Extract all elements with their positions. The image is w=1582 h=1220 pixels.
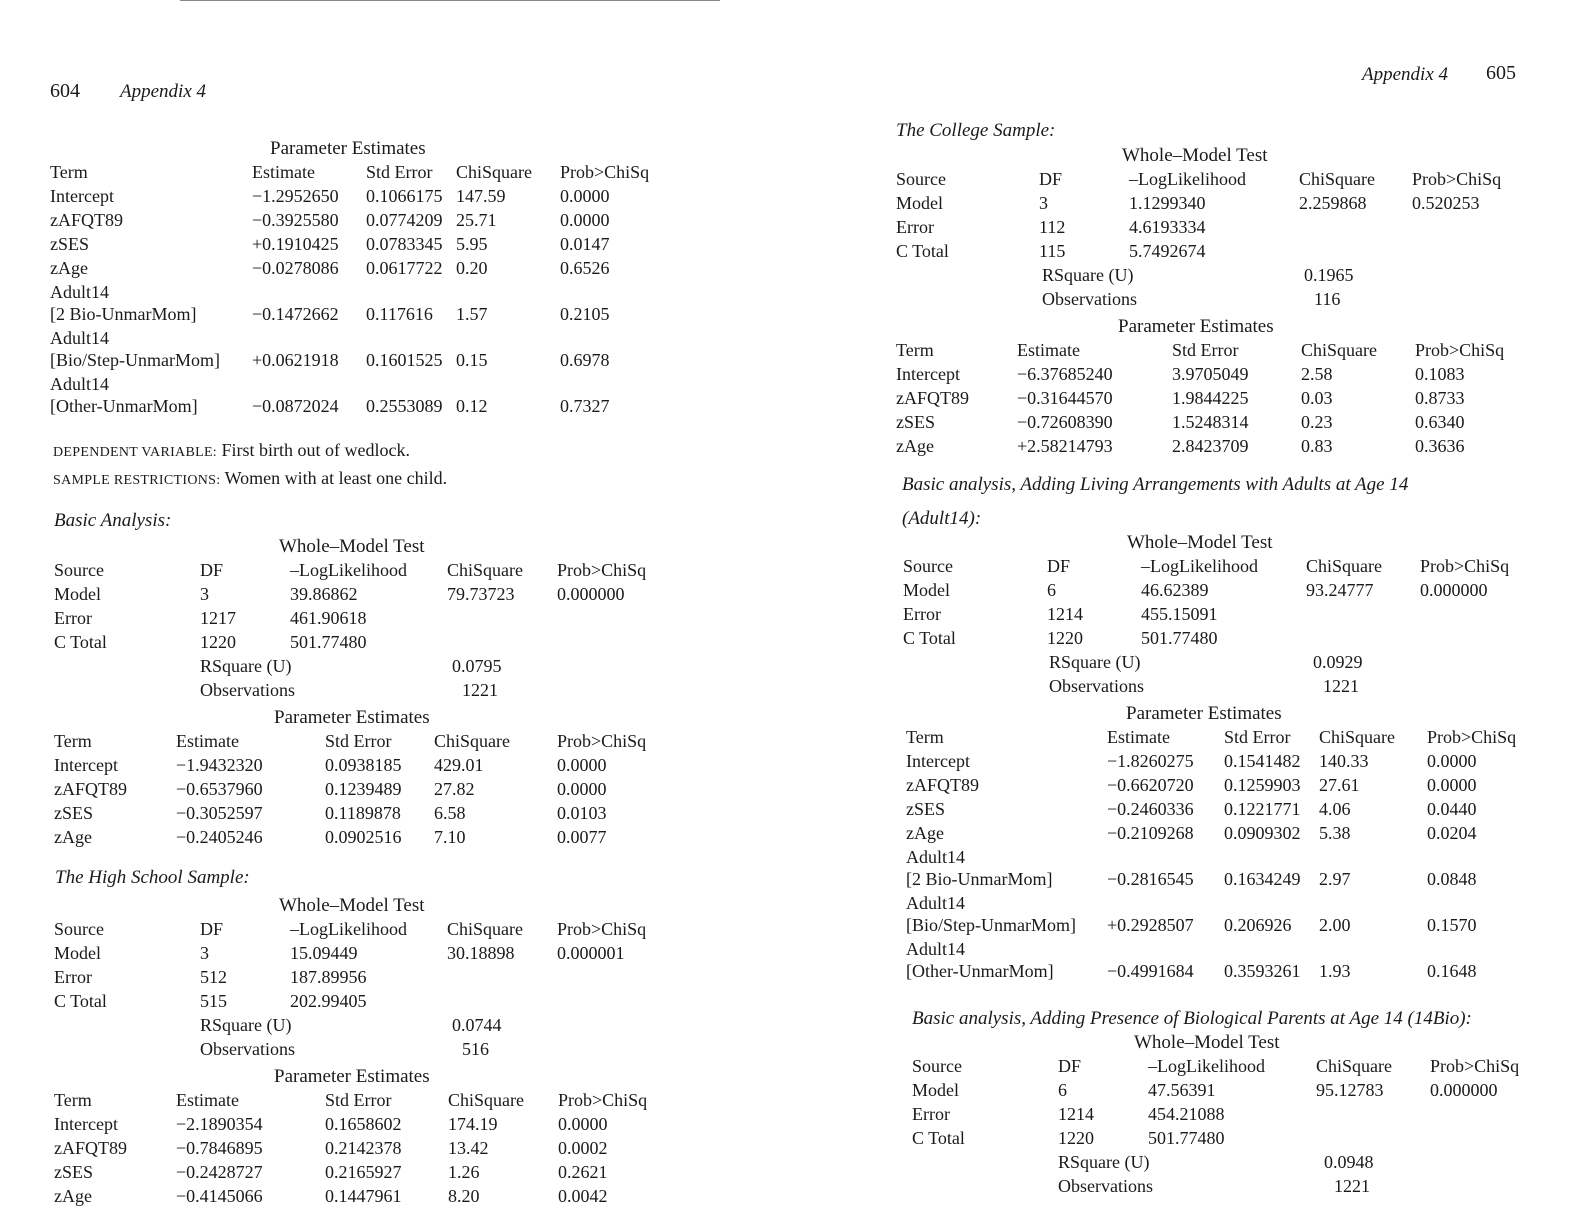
table-cell: 0.1066175 — [366, 186, 443, 206]
row-label: zAge — [50, 258, 88, 278]
table-cell: −0.2428727 — [176, 1162, 263, 1182]
table-title: Parameter Estimates — [274, 1066, 430, 1087]
table-cell: 1.1299340 — [1129, 193, 1206, 213]
row-label: zAFQT89 — [54, 779, 127, 799]
table-title: Whole–Model Test — [279, 536, 425, 557]
table-cell: 0.3593261 — [1224, 961, 1301, 981]
section-title-adult14-line2: (Adult14): — [902, 508, 982, 529]
table-cell: 46.62389 — [1141, 580, 1209, 600]
dependent-variable-note — [53, 440, 410, 461]
table-cell: 0.20 — [456, 258, 488, 278]
row-label: zAFQT89 — [906, 775, 979, 795]
column-header: DF — [200, 919, 224, 939]
column-header: Std Error — [325, 731, 392, 751]
running-head: Appendix 4 — [120, 81, 207, 102]
table-cell: 115 — [1039, 241, 1066, 261]
observations-label: Observations — [200, 1039, 295, 1059]
table-cell: 0.0002 — [558, 1138, 608, 1158]
table-cell: 0.0103 — [557, 803, 607, 823]
table-cell: −0.3925580 — [252, 210, 339, 230]
row-label: Model — [912, 1080, 959, 1100]
table-cell: 501.77480 — [1141, 628, 1218, 648]
table-cell: 112 — [1039, 217, 1066, 237]
table-cell: 0.206926 — [1224, 915, 1292, 935]
table-cell: 0.1447961 — [325, 1186, 402, 1206]
page-number: 604 — [50, 80, 80, 102]
column-header: Term — [50, 162, 88, 182]
table-cell: 0.0000 — [560, 186, 610, 206]
table-cell: 0.2105 — [560, 304, 610, 324]
column-header: Source — [903, 556, 953, 576]
table-cell: 15.09449 — [290, 943, 358, 963]
row-label: zSES — [50, 234, 90, 254]
row-label: Error — [903, 604, 941, 624]
row-label: Error — [912, 1104, 950, 1124]
row-label: zAge — [896, 436, 934, 456]
row-label: Adult14 — [906, 847, 966, 867]
table-cell: 140.33 — [1319, 751, 1369, 771]
table-cell: −0.1472662 — [252, 304, 339, 324]
table-cell: 8.20 — [448, 1186, 480, 1206]
table-cell: 1.5248314 — [1172, 412, 1249, 432]
table-cell: 4.6193334 — [1129, 217, 1206, 237]
table-cell: 202.99405 — [290, 991, 367, 1011]
table-cell: 27.82 — [434, 779, 475, 799]
row-label: zAFQT89 — [54, 1138, 127, 1158]
table-cell: 0.0774209 — [366, 210, 443, 230]
table-cell: 0.117616 — [366, 304, 433, 324]
row-label: zAFQT89 — [896, 388, 969, 408]
table-cell: 0.12 — [456, 396, 488, 416]
observations-label: Observations — [1058, 1176, 1153, 1196]
column-header: ChiSquare — [1299, 169, 1375, 189]
row-label: [2 Bio-UnmarMom] — [50, 304, 197, 324]
row-label: [Bio/Step-UnmarMom] — [50, 350, 220, 370]
row-label: [Other-UnmarMom] — [50, 396, 198, 416]
column-header: Prob>ChiSq — [1430, 1056, 1520, 1076]
table-cell: 0.1570 — [1427, 915, 1477, 935]
column-header: Term — [54, 1090, 92, 1110]
table-cell: 1.57 — [456, 304, 488, 324]
column-header: Estimate — [176, 731, 239, 751]
table-cell: 1.93 — [1319, 961, 1351, 981]
table-cell: 515 — [200, 991, 227, 1011]
row-label: Error — [54, 608, 92, 628]
table-cell: 1217 — [200, 608, 236, 628]
row-label: Intercept — [906, 751, 970, 771]
column-header: –LogLikelihood — [1148, 1056, 1265, 1076]
column-header: DF — [200, 560, 224, 580]
table-cell: 6 — [1058, 1080, 1067, 1100]
row-label: zSES — [896, 412, 936, 432]
column-header: ChiSquare — [456, 162, 532, 182]
row-label: C Total — [896, 241, 949, 261]
table-cell: 0.6978 — [560, 350, 610, 370]
rsquare-value: 0.0948 — [1324, 1152, 1374, 1172]
section-title-college-sample: The College Sample: — [896, 120, 1056, 141]
column-header: Prob>ChiSq — [557, 919, 647, 939]
table-cell: 5.95 — [456, 234, 488, 254]
column-header: –LogLikelihood — [1129, 169, 1246, 189]
table-cell: 0.2553089 — [366, 396, 443, 416]
dependent-variable-label: DEPENDENT VARIABLE: — [53, 445, 217, 460]
table-cell: 0.1083 — [1415, 364, 1465, 384]
section-title-14bio: Basic analysis, Adding Presence of Biological Parents at Age 14 (14Bio): — [912, 1008, 1472, 1029]
column-header: Source — [54, 919, 104, 939]
observations-value: 1221 — [1323, 676, 1359, 696]
column-header: ChiSquare — [447, 919, 523, 939]
table-cell: 454.21088 — [1148, 1104, 1225, 1124]
row-label: Model — [54, 943, 101, 963]
table-cell: 429.01 — [434, 755, 484, 775]
table-title: Whole–Model Test — [1127, 532, 1273, 553]
column-header: ChiSquare — [448, 1090, 524, 1110]
rsquare-label: RSquare (U) — [200, 1015, 292, 1035]
table-cell: 0.0042 — [558, 1186, 608, 1206]
column-header: Std Error — [1224, 727, 1291, 747]
table-cell: 2.58 — [1301, 364, 1333, 384]
table-cell: 0.23 — [1301, 412, 1333, 432]
table-cell: 0.1658602 — [325, 1114, 402, 1134]
table-cell: 0.1259903 — [1224, 775, 1301, 795]
row-label: [2 Bio-UnmarMom] — [906, 869, 1053, 889]
column-header: ChiSquare — [1301, 340, 1377, 360]
table-cell: 0.1541482 — [1224, 751, 1301, 771]
table-cell: 512 — [200, 967, 227, 987]
column-header: DF — [1058, 1056, 1082, 1076]
column-header: Prob>ChiSq — [1415, 340, 1505, 360]
column-header: DF — [1047, 556, 1071, 576]
row-label: zAge — [54, 827, 92, 847]
table-cell: 30.18898 — [447, 943, 515, 963]
table-title: Whole–Model Test — [1122, 145, 1268, 166]
column-header: Term — [54, 731, 92, 751]
column-header: ChiSquare — [434, 731, 510, 751]
rsquare-value: 0.0744 — [452, 1015, 502, 1035]
table-cell: 0.0000 — [558, 1114, 608, 1134]
table-cell: 6.58 — [434, 803, 466, 823]
rsquare-value: 0.1965 — [1304, 265, 1354, 285]
table-cell: 1214 — [1058, 1104, 1094, 1124]
table-cell: −0.7846895 — [176, 1138, 263, 1158]
rsquare-label: RSquare (U) — [1042, 265, 1134, 285]
table-cell: 3.9705049 — [1172, 364, 1249, 384]
table-cell: −0.6537960 — [176, 779, 263, 799]
row-label: Intercept — [54, 1114, 118, 1134]
table-cell: −0.6620720 — [1107, 775, 1194, 795]
observations-value: 116 — [1314, 289, 1341, 309]
table-title: Parameter Estimates — [1118, 316, 1274, 337]
table-cell: 0.0147 — [560, 234, 610, 254]
table-cell: 1220 — [200, 632, 236, 652]
section-title-basic-analysis: Basic Analysis: — [54, 510, 172, 531]
section-title-high-school-sample: The High School Sample: — [55, 867, 250, 888]
table-cell: 0.03 — [1301, 388, 1333, 408]
column-header: Estimate — [1017, 340, 1080, 360]
table-cell: 27.61 — [1319, 775, 1360, 795]
right-page — [792, 0, 1582, 1220]
row-label: Model — [903, 580, 950, 600]
observations-value: 516 — [462, 1039, 489, 1059]
column-header: ChiSquare — [447, 560, 523, 580]
table-cell: 5.7492674 — [1129, 241, 1206, 261]
table-cell: 0.0902516 — [325, 827, 402, 847]
column-header: –LogLikelihood — [290, 919, 407, 939]
table-cell: 147.59 — [456, 186, 506, 206]
table-cell: 461.90618 — [290, 608, 367, 628]
table-cell: 501.77480 — [290, 632, 367, 652]
table-cell: −0.2405246 — [176, 827, 263, 847]
table-cell: −0.3052597 — [176, 803, 263, 823]
table-cell: 0.0783345 — [366, 234, 443, 254]
row-label: [Other-UnmarMom] — [906, 961, 1054, 981]
table-cell: 0.0848 — [1427, 869, 1477, 889]
table-cell: 1214 — [1047, 604, 1083, 624]
table-cell: 0.1239489 — [325, 779, 402, 799]
table-cell: −1.8260275 — [1107, 751, 1194, 771]
table-cell: 0.0000 — [557, 779, 607, 799]
table-cell: 2.00 — [1319, 915, 1351, 935]
table-cell: 0.000000 — [1430, 1080, 1498, 1100]
table-cell: 95.12783 — [1316, 1080, 1384, 1100]
row-label: Error — [896, 217, 934, 237]
table-cell: 5.38 — [1319, 823, 1351, 843]
rsquare-label: RSquare (U) — [1058, 1152, 1150, 1172]
table-cell: 1.26 — [448, 1162, 480, 1182]
table-cell: −0.2816545 — [1107, 869, 1194, 889]
table-cell: 0.83 — [1301, 436, 1333, 456]
table-title: Whole–Model Test — [1134, 1032, 1280, 1053]
table-cell: −0.31644570 — [1017, 388, 1113, 408]
sample-restrictions-note — [53, 468, 447, 489]
table-cell: 47.56391 — [1148, 1080, 1216, 1100]
table-cell: 0.7327 — [560, 396, 610, 416]
column-header: Prob>ChiSq — [1427, 727, 1517, 747]
table-cell: 0.000000 — [557, 584, 625, 604]
table-cell: 0.1189878 — [325, 803, 401, 823]
section-title-adult14-line1: Basic analysis, Adding Living Arrangements with Adults at Age 14 — [902, 474, 1409, 495]
row-label: Adult14 — [906, 939, 966, 959]
observations-label: Observations — [1042, 289, 1137, 309]
table-cell: 7.10 — [434, 827, 466, 847]
table-cell: 1220 — [1058, 1128, 1094, 1148]
rsquare-value: 0.0929 — [1313, 652, 1363, 672]
column-header: Term — [896, 340, 934, 360]
observations-value: 1221 — [462, 680, 498, 700]
table-cell: 187.89956 — [290, 967, 367, 987]
row-label: C Total — [54, 991, 107, 1011]
table-cell: 0.000000 — [1420, 580, 1488, 600]
table-cell: 0.3636 — [1415, 436, 1465, 456]
table-cell: −0.0872024 — [252, 396, 339, 416]
table-cell: 1.9844225 — [1172, 388, 1249, 408]
table-title: Parameter Estimates — [1126, 703, 1282, 724]
table-cell: 0.0909302 — [1224, 823, 1301, 843]
table-cell: 455.15091 — [1141, 604, 1218, 624]
column-header: Prob>ChiSq — [1420, 556, 1510, 576]
table-cell: −0.0278086 — [252, 258, 339, 278]
rsquare-label: RSquare (U) — [1049, 652, 1141, 672]
table-cell: 0.0000 — [1427, 751, 1477, 771]
row-label: C Total — [54, 632, 107, 652]
column-header: Estimate — [176, 1090, 239, 1110]
column-header: –LogLikelihood — [1141, 556, 1258, 576]
table-cell: 13.42 — [448, 1138, 489, 1158]
table-cell: 39.86862 — [290, 584, 358, 604]
column-header: DF — [1039, 169, 1063, 189]
table-cell: 1220 — [1047, 628, 1083, 648]
table-cell: +0.2928507 — [1107, 915, 1194, 935]
row-label: C Total — [912, 1128, 965, 1148]
table-cell: −1.9432320 — [176, 755, 263, 775]
row-label: Adult14 — [50, 328, 110, 348]
table-cell: 0.6526 — [560, 258, 610, 278]
observations-label: Observations — [1049, 676, 1144, 696]
top-edge-rule — [180, 0, 720, 1]
sample-restrictions-text: Women with at least one child. — [224, 468, 448, 488]
column-header: Source — [912, 1056, 962, 1076]
table-cell: 0.8733 — [1415, 388, 1465, 408]
column-header: Source — [896, 169, 946, 189]
column-header: Estimate — [252, 162, 315, 182]
row-label: zSES — [906, 799, 946, 819]
column-header: Prob>ChiSq — [557, 731, 647, 751]
table-cell: 93.24777 — [1306, 580, 1374, 600]
table-cell: 0.520253 — [1412, 193, 1480, 213]
row-label: zSES — [54, 1162, 94, 1182]
sample-restrictions-label: SAMPLE RESTRICTIONS: — [53, 473, 221, 488]
row-label: zAge — [906, 823, 944, 843]
table-cell: 0.0000 — [557, 755, 607, 775]
table-cell: 0.0000 — [560, 210, 610, 230]
row-label: C Total — [903, 628, 956, 648]
column-header: –LogLikelihood — [290, 560, 407, 580]
table-cell: 0.15 — [456, 350, 488, 370]
row-label: Intercept — [896, 364, 960, 384]
column-header: Prob>ChiSq — [1412, 169, 1502, 189]
table-cell: +0.1910425 — [252, 234, 339, 254]
table-cell: −0.4991684 — [1107, 961, 1194, 981]
row-label: Adult14 — [50, 374, 110, 394]
row-label: Adult14 — [50, 282, 110, 302]
column-header: ChiSquare — [1316, 1056, 1392, 1076]
column-header: Std Error — [1172, 340, 1239, 360]
table-cell: 501.77480 — [1148, 1128, 1225, 1148]
row-label: Intercept — [50, 186, 114, 206]
row-label: zAge — [54, 1186, 92, 1206]
table-cell: 6 — [1047, 580, 1056, 600]
table-cell: 0.0077 — [557, 827, 607, 847]
row-label: zAFQT89 — [50, 210, 123, 230]
observations-label: Observations — [200, 680, 295, 700]
row-label: Error — [54, 967, 92, 987]
table-cell: −0.2109268 — [1107, 823, 1194, 843]
table-cell: 0.2621 — [558, 1162, 608, 1182]
table-cell: +2.58214793 — [1017, 436, 1113, 456]
table-cell: 0.0617722 — [366, 258, 443, 278]
table-cell: 2.97 — [1319, 869, 1351, 889]
table-cell: +0.0621918 — [252, 350, 339, 370]
column-header: Std Error — [325, 1090, 392, 1110]
table-cell: −0.2460336 — [1107, 799, 1194, 819]
column-header: Prob>ChiSq — [557, 560, 647, 580]
table-cell: 0.1634249 — [1224, 869, 1301, 889]
column-header: Estimate — [1107, 727, 1170, 747]
table-cell: 4.06 — [1319, 799, 1351, 819]
table-cell: −1.2952650 — [252, 186, 339, 206]
rsquare-label: RSquare (U) — [200, 656, 292, 676]
table-cell: 0.6340 — [1415, 412, 1465, 432]
table-cell: −6.37685240 — [1017, 364, 1113, 384]
dependent-variable-text: First birth out of wedlock. — [221, 440, 410, 460]
table-cell: −0.72608390 — [1017, 412, 1113, 432]
table-cell: −0.4145066 — [176, 1186, 263, 1206]
table-cell: 2.8423709 — [1172, 436, 1249, 456]
table-cell: 0.2165927 — [325, 1162, 402, 1182]
column-header: Std Error — [366, 162, 433, 182]
table-cell: 0.0000 — [1427, 775, 1477, 795]
row-label: [Bio/Step-UnmarMom] — [906, 915, 1076, 935]
table-title: Parameter Estimates — [270, 138, 426, 159]
row-label: Model — [54, 584, 101, 604]
column-header: Prob>ChiSq — [558, 1090, 648, 1110]
table-cell: 0.0204 — [1427, 823, 1477, 843]
table-cell: 25.71 — [456, 210, 497, 230]
table-cell: 0.1221771 — [1224, 799, 1301, 819]
left-page — [0, 0, 790, 1220]
table-cell: 0.000001 — [557, 943, 625, 963]
column-header: Term — [906, 727, 944, 747]
row-label: Model — [896, 193, 943, 213]
table-cell: 0.0440 — [1427, 799, 1477, 819]
table-cell: −2.1890354 — [176, 1114, 263, 1134]
observations-value: 1221 — [1334, 1176, 1370, 1196]
table-cell: 0.1648 — [1427, 961, 1477, 981]
table-title: Whole–Model Test — [279, 895, 425, 916]
table-cell: 3 — [1039, 193, 1048, 213]
column-header: ChiSquare — [1306, 556, 1382, 576]
table-cell: 174.19 — [448, 1114, 498, 1134]
table-cell: 79.73723 — [447, 584, 515, 604]
column-header: Prob>ChiSq — [560, 162, 650, 182]
table-cell: 0.1601525 — [366, 350, 443, 370]
row-label: Adult14 — [906, 893, 966, 913]
row-label: Intercept — [54, 755, 118, 775]
table-cell: 0.2142378 — [325, 1138, 402, 1158]
table-cell: 2.259868 — [1299, 193, 1367, 213]
page-number: 605 — [1486, 62, 1516, 84]
table-cell: 3 — [200, 584, 209, 604]
rsquare-value: 0.0795 — [452, 656, 502, 676]
table-cell: 3 — [200, 943, 209, 963]
running-head: Appendix 4 — [1362, 64, 1449, 85]
column-header: Source — [54, 560, 104, 580]
table-cell: 0.0938185 — [325, 755, 402, 775]
column-header: ChiSquare — [1319, 727, 1395, 747]
row-label: zSES — [54, 803, 94, 823]
table-title: Parameter Estimates — [274, 707, 430, 728]
